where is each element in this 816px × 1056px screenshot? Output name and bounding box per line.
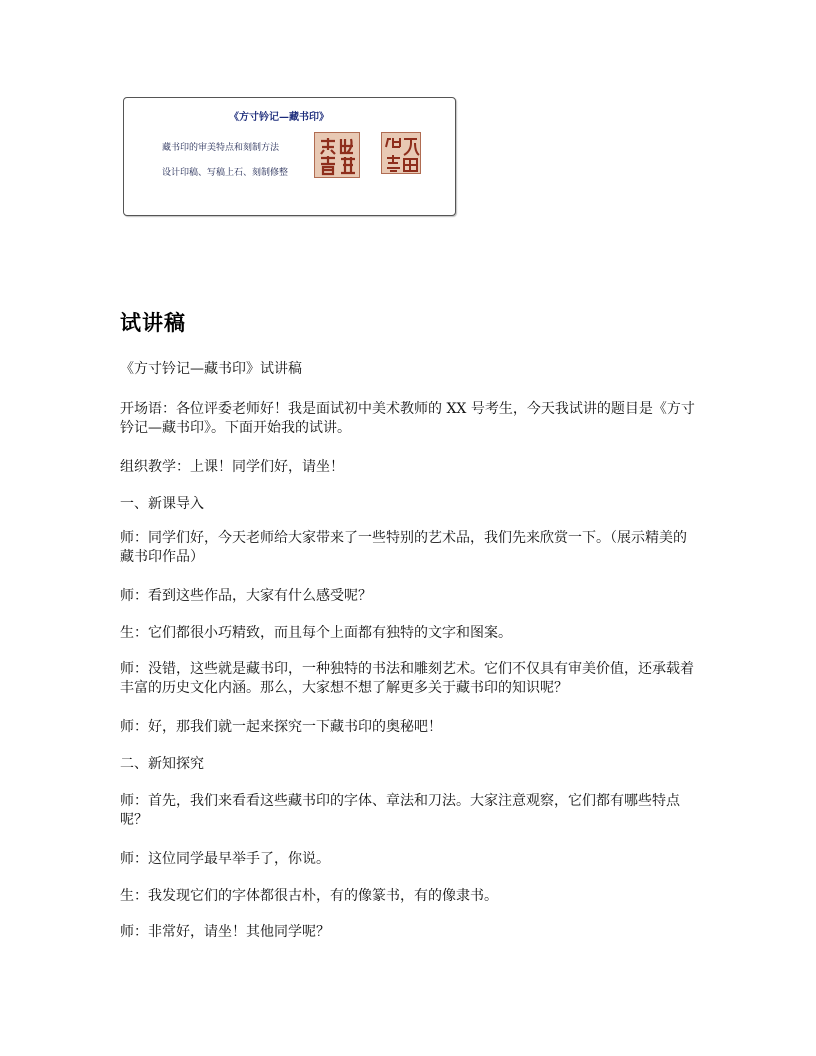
paragraph-teacher-3: 师：没错，这些就是藏书印，一种独特的书法和雕刻艺术。它们不仅具有审美价值，还承载着丰富的历史文化内涵。那么，大家想不想了解更多关于藏书印的知识呢？ bbox=[120, 661, 694, 696]
paragraph-student-2: 生：我发现它们的字体都很古朴，有的像篆书，有的像隶书。 bbox=[120, 888, 498, 904]
paragraph-opening: 开场语：各位评委老师好！我是面试初中美术教师的 XX 号考生，今天我试讲的题目是《方寸钤记—藏书印》。下面开始我的试讲。 bbox=[120, 401, 695, 436]
section-heading-explore: 二、新知探究 bbox=[120, 756, 204, 772]
lesson-slide-image bbox=[123, 97, 456, 216]
document-heading: 试讲稿 bbox=[120, 311, 186, 335]
paragraph-class-start: 组织教学：上课！同学们好，请坐！ bbox=[120, 459, 344, 475]
seal-image-2 bbox=[381, 132, 421, 174]
paragraph-teacher-6: 师：这位同学最早举手了，你说。 bbox=[120, 851, 330, 867]
paragraph-teacher-1: 师：同学们好，今天老师给大家带来了一些特别的艺术品，我们先来欣赏一下。（展示精美的藏书印作品） bbox=[120, 530, 687, 565]
slide-line-steps: 设计印稿、写稿上石、刻制修整 bbox=[162, 168, 289, 178]
seal-image-1 bbox=[314, 132, 360, 178]
section-heading-intro: 一、新课导入 bbox=[120, 496, 204, 512]
paragraph-teacher-4: 师：好，那我们就一起来探究一下藏书印的奥秘吧！ bbox=[120, 719, 442, 735]
paragraph-teacher-5: 师：首先，我们来看看这些藏书印的字体、章法和刀法。大家注意观察，它们都有哪些特点呢？ bbox=[120, 793, 680, 828]
paragraph-teacher-2: 师：看到这些作品，大家有什么感受呢？ bbox=[120, 588, 372, 604]
slide-title: 《方寸钤记—藏书印》 bbox=[229, 112, 329, 123]
paragraph-student-1: 生：它们都很小巧精致，而且每个上面都有独特的文字和图案。 bbox=[120, 625, 512, 641]
paragraph-teacher-7: 师：非常好，请坐！其他同学呢？ bbox=[120, 924, 330, 940]
slide-line-aesthetics: 藏书印的审美特点和刻制方法 bbox=[162, 143, 280, 153]
paragraph-title-line: 《方寸钤记—藏书印》试讲稿 bbox=[120, 361, 302, 377]
